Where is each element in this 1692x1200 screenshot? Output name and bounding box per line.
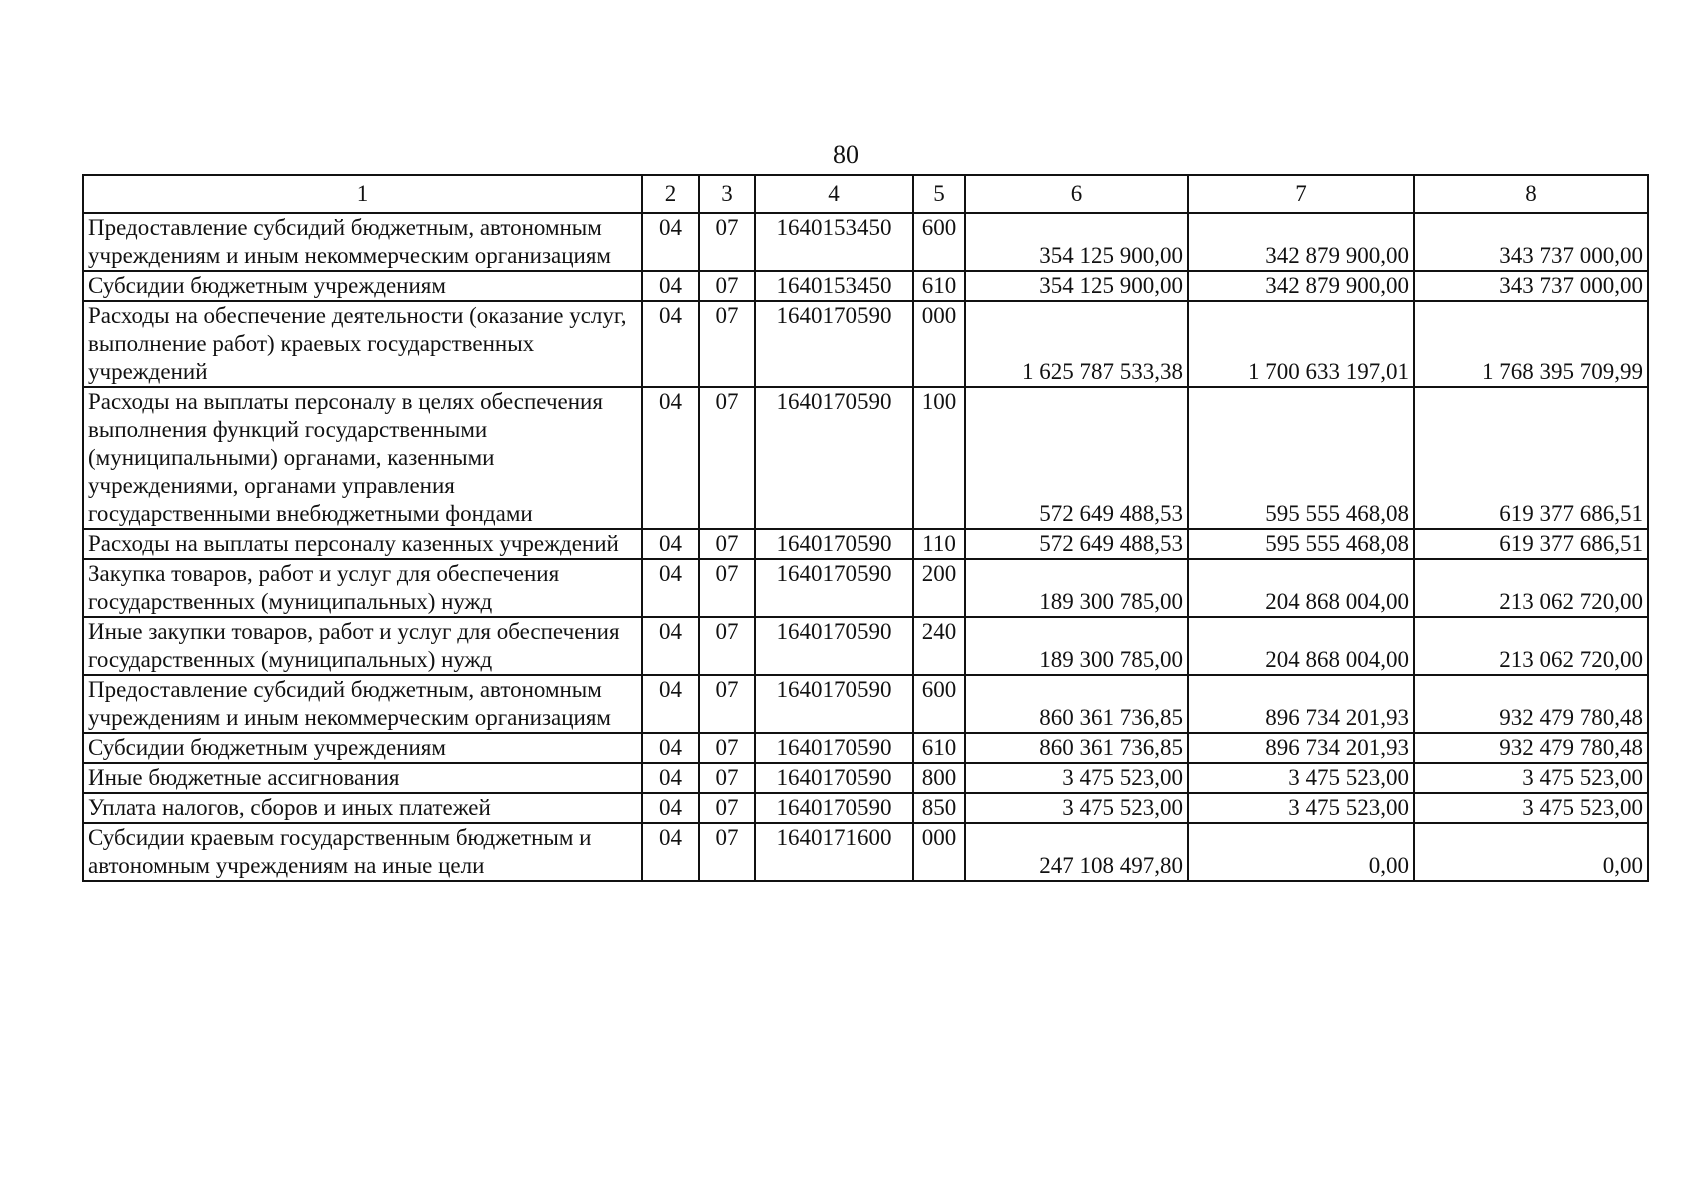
row-target-article-cell: 1640170590: [755, 675, 913, 733]
table-row: [83, 793, 1648, 823]
row-expense-type-cell: 100: [913, 387, 965, 529]
table-header-row: [83, 175, 1648, 213]
column-header-8: 8: [1414, 175, 1648, 213]
column-header-6: 6: [965, 175, 1188, 213]
table-row: [83, 617, 1648, 675]
row-target-article-cell: 1640153450: [755, 213, 913, 271]
column-header-2: 2: [642, 175, 699, 213]
row-name-cell: Иные бюджетные ассигнования: [83, 763, 642, 793]
column-header-4: 4: [755, 175, 913, 213]
row-amount-col8-cell: 213 062 720,00: [1414, 559, 1648, 617]
row-name-cell: Расходы на выплаты персоналу в целях обеспечения выполнения функций государственными (муниципальными) органами, казенными учреждениями, органами управления государственными внебюджетными фондами: [83, 387, 642, 529]
row-target-article-cell: 1640153450: [755, 271, 913, 301]
row-amount-col6-cell: 354 125 900,00: [965, 213, 1188, 271]
row-amount-col7-cell: 342 879 900,00: [1188, 213, 1414, 271]
table-row: [83, 823, 1648, 881]
row-subsection-cell: 07: [699, 529, 755, 559]
row-name-cell: Предоставление субсидий бюджетным, автономным учреждениям и иным некоммерческим организациям: [83, 675, 642, 733]
row-amount-col7-cell: 204 868 004,00: [1188, 559, 1414, 617]
row-name-cell: Расходы на обеспечение деятельности (оказание услуг, выполнение работ) краевых государственных учреждений: [83, 301, 642, 387]
row-subsection-cell: 07: [699, 213, 755, 271]
row-amount-col8-cell: 932 479 780,48: [1414, 733, 1648, 763]
table-row: [83, 213, 1648, 271]
column-header-1: 1: [83, 175, 642, 213]
row-expense-type-cell: 610: [913, 271, 965, 301]
row-amount-col7-cell: 3 475 523,00: [1188, 763, 1414, 793]
row-name-cell: Предоставление субсидий бюджетным, автономным учреждениям и иным некоммерческим организациям: [83, 213, 642, 271]
column-header-7: 7: [1188, 175, 1414, 213]
row-section-cell: 04: [642, 271, 699, 301]
row-amount-col8-cell: 3 475 523,00: [1414, 793, 1648, 823]
row-amount-col6-cell: 3 475 523,00: [965, 793, 1188, 823]
row-amount-col8-cell: 343 737 000,00: [1414, 271, 1648, 301]
row-target-article-cell: 1640170590: [755, 301, 913, 387]
table-row: [83, 559, 1648, 617]
row-section-cell: 04: [642, 213, 699, 271]
row-amount-col8-cell: 619 377 686,51: [1414, 529, 1648, 559]
row-name-cell: Закупка товаров, работ и услуг для обеспечения государственных (муниципальных) нужд: [83, 559, 642, 617]
row-name-cell: Субсидии бюджетным учреждениям: [83, 733, 642, 763]
row-expense-type-cell: 110: [913, 529, 965, 559]
row-amount-col7-cell: 896 734 201,93: [1188, 733, 1414, 763]
row-section-cell: 04: [642, 763, 699, 793]
row-section-cell: 04: [642, 793, 699, 823]
row-subsection-cell: 07: [699, 675, 755, 733]
row-amount-col7-cell: 3 475 523,00: [1188, 793, 1414, 823]
row-amount-col6-cell: 3 475 523,00: [965, 763, 1188, 793]
row-amount-col8-cell: 3 475 523,00: [1414, 763, 1648, 793]
row-section-cell: 04: [642, 675, 699, 733]
row-amount-col8-cell: 932 479 780,48: [1414, 675, 1648, 733]
row-amount-col6-cell: 860 361 736,85: [965, 675, 1188, 733]
page-number: 80: [833, 140, 859, 169]
row-subsection-cell: 07: [699, 271, 755, 301]
row-amount-col8-cell: 0,00: [1414, 823, 1648, 881]
row-amount-col7-cell: 595 555 468,08: [1188, 529, 1414, 559]
row-expense-type-cell: 240: [913, 617, 965, 675]
row-amount-col7-cell: 595 555 468,08: [1188, 387, 1414, 529]
row-amount-col8-cell: 343 737 000,00: [1414, 213, 1648, 271]
row-target-article-cell: 1640170590: [755, 793, 913, 823]
table-row: [83, 271, 1648, 301]
table-row: [83, 675, 1648, 733]
row-subsection-cell: 07: [699, 387, 755, 529]
row-expense-type-cell: 800: [913, 763, 965, 793]
row-section-cell: 04: [642, 617, 699, 675]
row-amount-col6-cell: 354 125 900,00: [965, 271, 1188, 301]
row-amount-col7-cell: 204 868 004,00: [1188, 617, 1414, 675]
row-amount-col6-cell: 572 649 488,53: [965, 529, 1188, 559]
row-amount-col8-cell: 619 377 686,51: [1414, 387, 1648, 529]
row-name-cell: Субсидии бюджетным учреждениям: [83, 271, 642, 301]
row-amount-col6-cell: 572 649 488,53: [965, 387, 1188, 529]
row-section-cell: 04: [642, 559, 699, 617]
row-amount-col7-cell: 0,00: [1188, 823, 1414, 881]
row-section-cell: 04: [642, 529, 699, 559]
row-amount-col7-cell: 342 879 900,00: [1188, 271, 1414, 301]
row-amount-col7-cell: 1 700 633 197,01: [1188, 301, 1414, 387]
row-target-article-cell: 1640170590: [755, 529, 913, 559]
row-target-article-cell: 1640170590: [755, 763, 913, 793]
row-section-cell: 04: [642, 823, 699, 881]
row-amount-col6-cell: 247 108 497,80: [965, 823, 1188, 881]
table-row: [83, 301, 1648, 387]
row-name-cell: Уплата налогов, сборов и иных платежей: [83, 793, 642, 823]
row-expense-type-cell: 200: [913, 559, 965, 617]
row-section-cell: 04: [642, 387, 699, 529]
row-expense-type-cell: 000: [913, 823, 965, 881]
column-header-5: 5: [913, 175, 965, 213]
row-expense-type-cell: 850: [913, 793, 965, 823]
row-name-cell: Расходы на выплаты персоналу казенных учреждений: [83, 529, 642, 559]
row-amount-col6-cell: 860 361 736,85: [965, 733, 1188, 763]
row-subsection-cell: 07: [699, 733, 755, 763]
budget-table: [82, 174, 1649, 882]
row-target-article-cell: 1640171600: [755, 823, 913, 881]
table-row: [83, 387, 1648, 529]
row-expense-type-cell: 600: [913, 213, 965, 271]
row-target-article-cell: 1640170590: [755, 733, 913, 763]
row-subsection-cell: 07: [699, 301, 755, 387]
row-amount-col8-cell: 1 768 395 709,99: [1414, 301, 1648, 387]
table-row: [83, 763, 1648, 793]
row-target-article-cell: 1640170590: [755, 387, 913, 529]
row-expense-type-cell: 610: [913, 733, 965, 763]
row-name-cell: Субсидии краевым государственным бюджетным и автономным учреждениям на иные цели: [83, 823, 642, 881]
row-expense-type-cell: 600: [913, 675, 965, 733]
row-subsection-cell: 07: [699, 793, 755, 823]
table-row: [83, 733, 1648, 763]
row-amount-col7-cell: 896 734 201,93: [1188, 675, 1414, 733]
row-expense-type-cell: 000: [913, 301, 965, 387]
row-name-cell: Иные закупки товаров, работ и услуг для обеспечения государственных (муниципальных) нужд: [83, 617, 642, 675]
row-amount-col8-cell: 213 062 720,00: [1414, 617, 1648, 675]
table-row: [83, 529, 1648, 559]
row-target-article-cell: 1640170590: [755, 559, 913, 617]
row-subsection-cell: 07: [699, 763, 755, 793]
row-section-cell: 04: [642, 301, 699, 387]
row-amount-col6-cell: 1 625 787 533,38: [965, 301, 1188, 387]
row-subsection-cell: 07: [699, 559, 755, 617]
row-target-article-cell: 1640170590: [755, 617, 913, 675]
row-amount-col6-cell: 189 300 785,00: [965, 559, 1188, 617]
row-subsection-cell: 07: [699, 823, 755, 881]
row-subsection-cell: 07: [699, 617, 755, 675]
row-amount-col6-cell: 189 300 785,00: [965, 617, 1188, 675]
row-section-cell: 04: [642, 733, 699, 763]
column-header-3: 3: [699, 175, 755, 213]
